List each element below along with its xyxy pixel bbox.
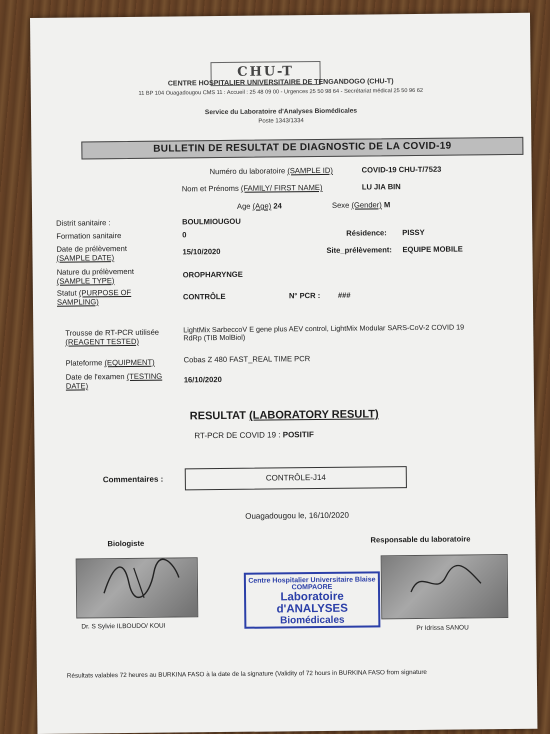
exam-date-label: Date de l'examen (TESTING DATE) (65, 371, 163, 391)
lab-service-name: Service du Laboratoire d'Analyses Biomédicales (204, 107, 358, 117)
kit-label: Trousse de RT-PCR utilisée (REAGENT TESTED) (65, 327, 160, 347)
name-label: Nom et Prénoms (FAMILY/ FIRST NAME) (181, 182, 323, 194)
covid-test-report-document (30, 13, 537, 734)
district-value: BOULMIOUGOU (182, 216, 241, 227)
hospital-name: CENTRE HOSPITALIER UNIVERSITAIRE DE TENGANDOGO (CHU-T) (167, 78, 394, 88)
formation-label: Formation sanitaire (56, 231, 122, 241)
lab-blue-stamp: Centre Hospitalier Universitaire Blaise COMPAORE Laboratoire d'ANALYSES Biomédicales (244, 571, 381, 628)
kit-value: LightMix SarbeccoV E gene plus AEV control, LightMix Modular SARS-CoV-2 COVID 19 RdRp (TIB MolBiol) (183, 322, 465, 343)
pcr-value: ### (337, 290, 351, 300)
lab-poste: Poste 1343/1334 (258, 118, 304, 125)
result-line: RT-PCR DE COVID 19 : POSITIF (194, 430, 314, 441)
platform-value: Cobas Z 480 FAST_REAL TIME PCR (183, 354, 311, 365)
residence-value: PISSY (402, 227, 425, 238)
formation-value: 0 (182, 230, 187, 240)
lab-number-label: Numéro du laboratoire (SAMPLE ID) (209, 165, 333, 177)
biologist-name: Dr. S Sylvie ILBOUDO/ KOUI (81, 622, 166, 631)
comments-label: Commentaires : (102, 474, 164, 485)
pcr-label: N° PCR : (288, 290, 321, 301)
place-date: Ouagadougou le, 16/10/2020 (245, 510, 349, 521)
result-title: RESULTAT (LABORATORY RESULT) (189, 408, 379, 423)
sex-label: Sexe (Gender) M (331, 200, 391, 210)
chu-t-logo: CHU-T (210, 61, 320, 86)
biologist-label: Biologiste (107, 538, 145, 549)
platform-label: Plateforme (EQUIPMENT) (65, 357, 155, 368)
comments-box: CONTRÔLE-J14 (185, 466, 407, 490)
sample-date-label: Date de prélèvement (SAMPLE DATE) (56, 243, 127, 263)
age-label: Age (Age) 24 (236, 201, 282, 211)
site-label: Site_prélèvement: (326, 245, 392, 255)
validity-footer: Résultats valables 72 heures au BURKINA FASO à la date de la signature (Validity of 72 hours in BURKINA FASO from signature (66, 668, 427, 680)
name-value: LU JIA BIN (361, 182, 401, 192)
sample-type-value: OROPHARYNGE (182, 269, 243, 280)
residence-label: Résidence: (346, 228, 387, 238)
lab-head-label: Responsable du laboratoire (370, 534, 471, 545)
document-title: BULLETIN DE RESULTAT DE DIAGNOSTIC DE LA COVID-19 (81, 137, 523, 160)
district-label: Distrit sanitaire : (56, 218, 111, 228)
status-value: CONTRÔLE (182, 291, 226, 302)
lab-number-value: COVID-19 CHU-T/7523 (361, 164, 442, 175)
status-label: Statut (PURPOSE OF SAMPLING) (56, 287, 132, 307)
exam-date-value: 16/10/2020 (183, 375, 222, 385)
sample-date-value: 15/10/2020 (182, 247, 221, 257)
lab-head-signature (406, 561, 486, 602)
sample-type-label: Nature du prélèvement (SAMPLE TYPE) (56, 266, 134, 286)
lab-head-name: Pr Idrissa SANOU (416, 624, 469, 632)
site-value: EQUIPE MOBILE (402, 244, 463, 255)
hospital-address: 11 BP 104 Ouagadougou CMS 11 : Accueil : 25 48 09 00 - Urgences 25 50 98 64 - Secrétariat médical 25 50 96 62 (138, 87, 424, 97)
biologist-signature (94, 552, 185, 603)
